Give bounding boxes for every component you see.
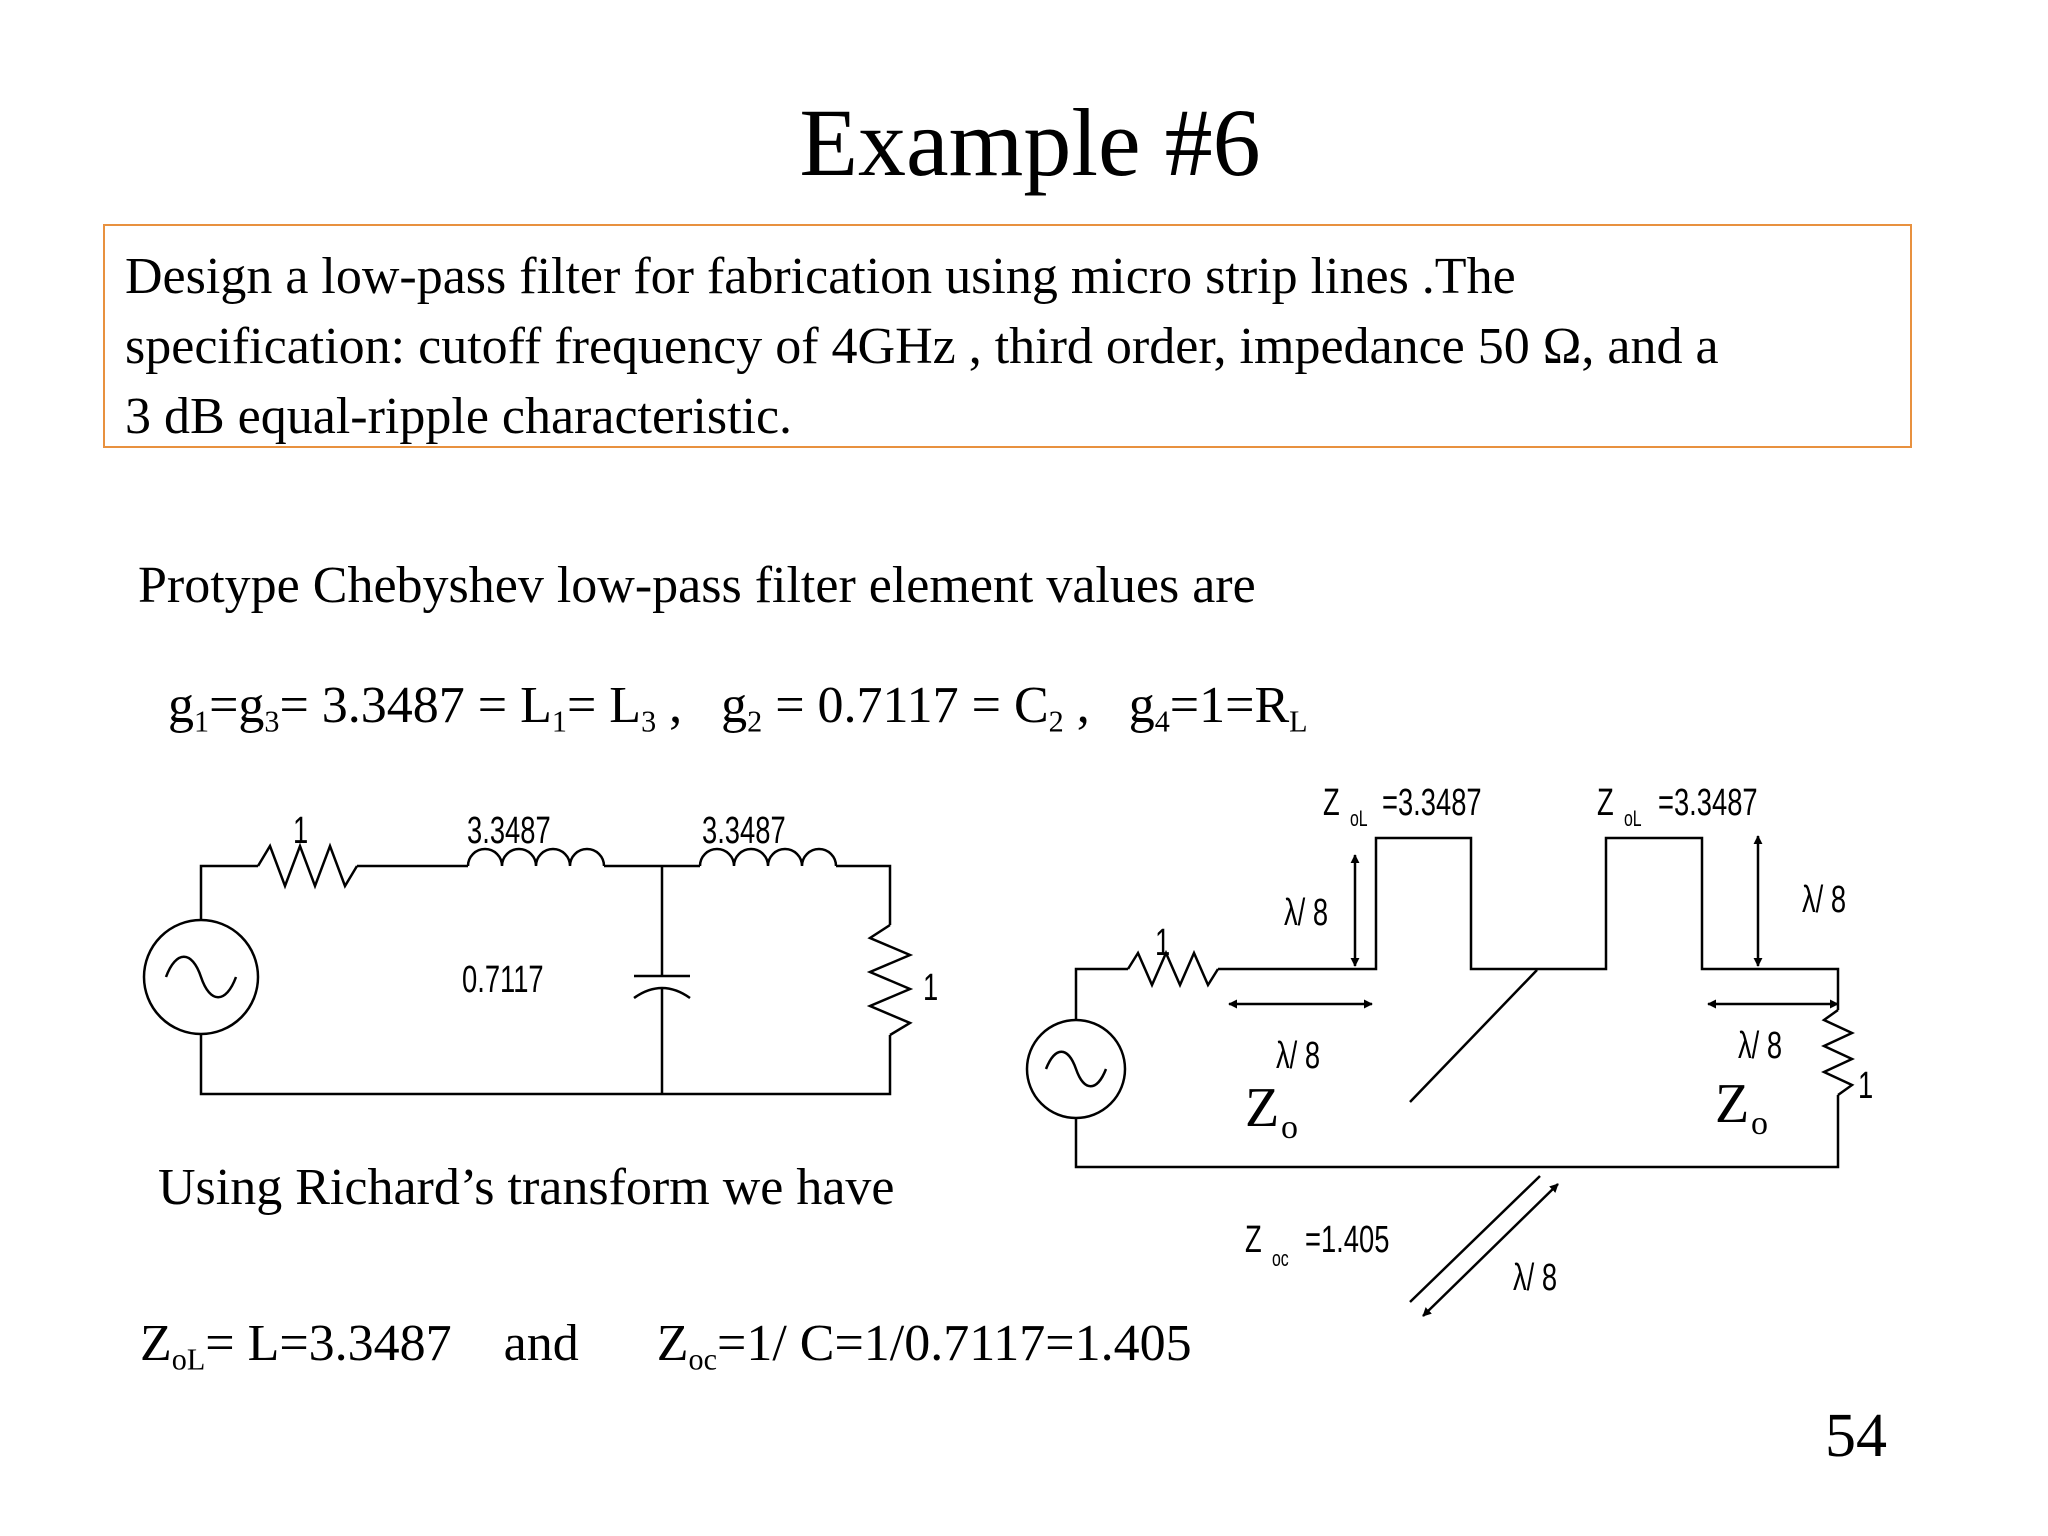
line-1-z-label: Z xyxy=(1245,1077,1280,1139)
stub-load-resistor xyxy=(1824,1010,1852,1095)
wire-top-left xyxy=(201,866,258,920)
shunt-stub-line xyxy=(1410,970,1537,1102)
shunt-stub-z-label: Z xyxy=(1245,1218,1262,1262)
stub-source-resistor-label: 1 xyxy=(1155,921,1171,965)
stub-2-z-sub: oL xyxy=(1624,807,1642,832)
line-1-length-label: λ/ 8 xyxy=(1276,1034,1321,1078)
prototype-heading: Protype Chebyshev low-pass filter element values are xyxy=(138,557,1256,614)
line-2-length-label: λ/ 8 xyxy=(1738,1024,1783,1068)
sine-symbol xyxy=(166,957,236,998)
capacitor-label: 0.7117 xyxy=(462,958,544,1002)
source-resistor-label: 1 xyxy=(293,809,309,853)
lumped-labels xyxy=(293,810,938,1009)
problem-line-2: specification: cutoff frequency of 4GHz , third order, impedance 50 Ω, and a xyxy=(125,318,1719,375)
stub-1-z-label: Z xyxy=(1323,781,1340,825)
stub-1-length-label: λ/ 8 xyxy=(1284,891,1329,935)
load-resistor xyxy=(870,925,910,1035)
shunt-stub-z-val: =1.405 xyxy=(1305,1218,1390,1262)
line-2-z-sub: o xyxy=(1751,1105,1768,1142)
page-number: 54 xyxy=(1825,1402,1887,1470)
stub-2-z-label: Z xyxy=(1597,781,1614,825)
slide-title: Example #6 xyxy=(799,89,1261,196)
problem-line-1: Design a low-pass filter for fabrication using micro strip lines .The xyxy=(125,248,1516,305)
inductor-2-label: 3.3487 xyxy=(702,809,786,853)
stub-load-resistor-label: 1 xyxy=(1858,1064,1874,1108)
stub-1-z-val: =3.3487 xyxy=(1382,781,1482,825)
stub-2-length-label: λ/ 8 xyxy=(1802,878,1847,922)
richard-heading: Using Richard’s transform we have xyxy=(158,1159,895,1216)
load-resistor-label: 1 xyxy=(923,966,939,1010)
stub-labels xyxy=(1155,782,1873,1299)
stub-1-z-sub: oL xyxy=(1350,807,1368,832)
line-1-z-sub: o xyxy=(1281,1109,1298,1146)
shunt-stub-length-label: λ/ 8 xyxy=(1513,1256,1558,1300)
inductor-1-label: 3.3487 xyxy=(467,809,551,853)
stub-source-resistor xyxy=(1128,953,1218,985)
sine-symbol xyxy=(1046,1052,1106,1087)
result-equation: $Z_{oL}= L=3.3487$ and $Z_{oc}=1/$ C=1/0.7117=1.405 xyxy=(140,1315,1192,1377)
stub-2-z-val: =3.3487 xyxy=(1658,781,1758,825)
shunt-stub-z-sub: oc xyxy=(1272,1247,1289,1272)
line-2-z-label: Z xyxy=(1715,1073,1750,1135)
problem-line-3: 3 dB equal-ripple characteristic. xyxy=(125,388,793,445)
element-values-equation: $g_1=g_3= 3.3487 = L_1= L_3$ , $g_2 = 0.7117 = C_2$ , $g_4=1=R_L$ xyxy=(168,677,1308,739)
